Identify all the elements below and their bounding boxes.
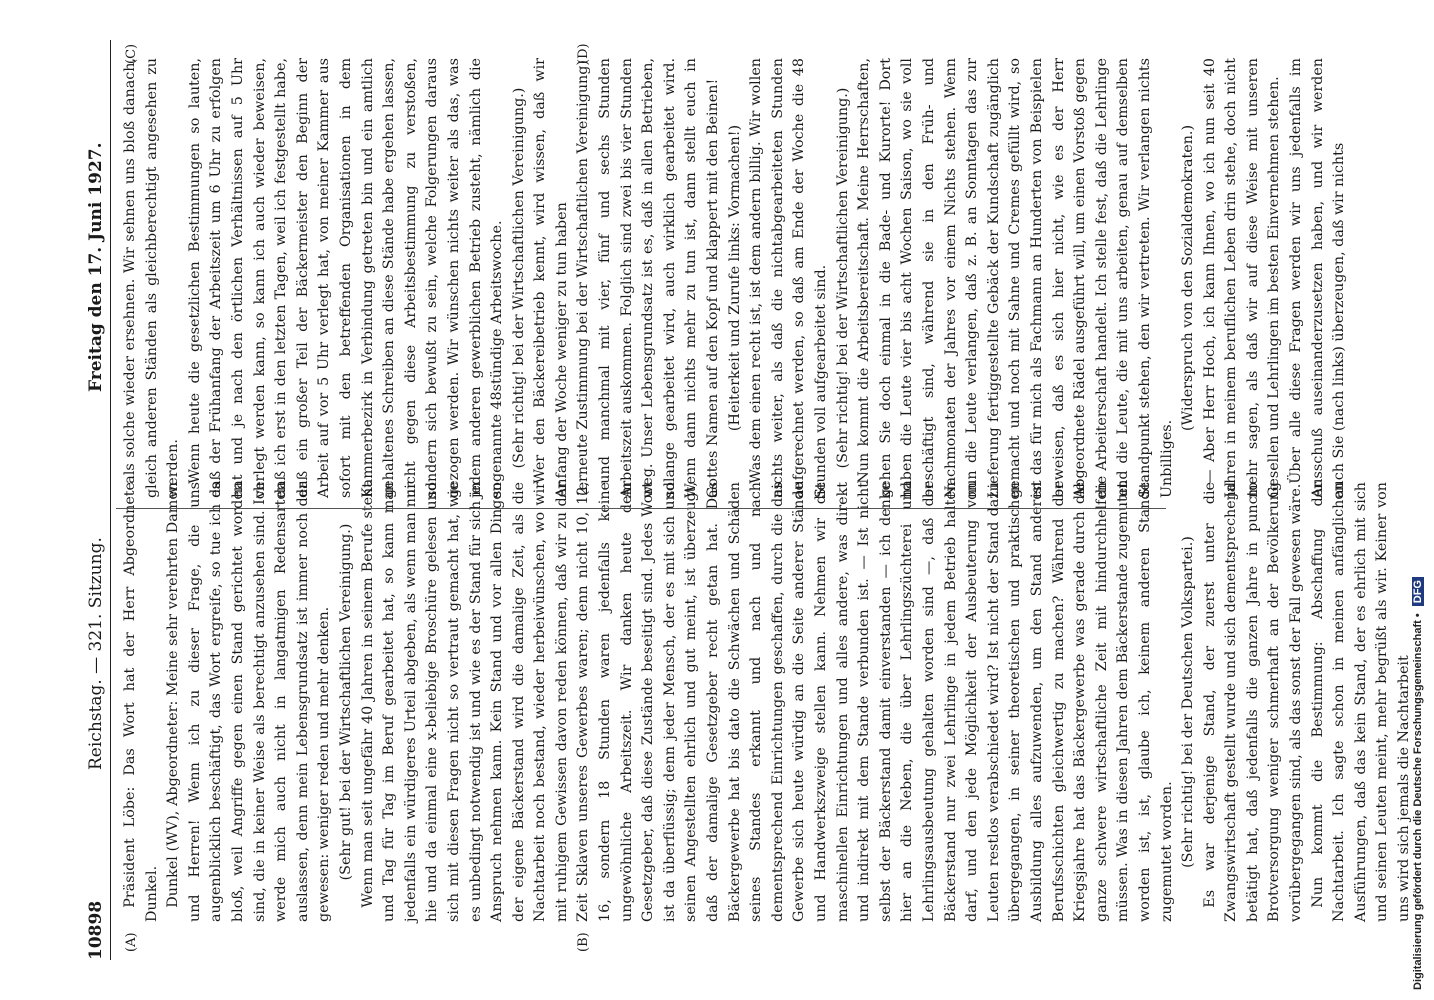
paragraph: als solche wieder ersehnen. Wir sehnen uns bloß danach, gleich anderen Ständen als gleichberechtigt angesehen zu werden. xyxy=(122,58,182,498)
session-title: Reichstag. — 321. Sitzung. xyxy=(86,537,106,770)
interjection: (Sehr gut! bei der Wirtschaftlichen Vereinigung.) xyxy=(337,523,354,881)
interjection: (Widerspruch von den Sozialdemokraten.) xyxy=(1180,124,1197,432)
paragraph: und manchmal mit vier, fünf und sechs Stunden Arbeitszeit auskommen. Folglich sind zwei bis vier Stunden weg. Unser Lebensgrundsatz ist es, daß in allen Betrieben, solange gearbeitet wird, auch wirklich gearbeitet wird. Wenn dann nichts mehr zu tun ist, dann stellt euch in Gottes Namen auf den Kopf und klappert mit den Beinen! xyxy=(597,58,722,498)
right-column xyxy=(120,58,1348,498)
paragraph: Nun kommt die Bestimmung: Abschaffung der Nachtarbeit. Ich sagte schon in meinen anfänglichen Ausführungen, daß das kein Stand, der es ehrlich mit sich und seinen Leuten meint, mehr begrüßt als wir. Keiner von uns wird sich jemals die Nachtarbeit xyxy=(1309,482,1413,922)
paragraph: Nun kommt die Arbeitsbereitschaft. Meine Herrschaften, gehen Sie doch einmal in die Bade- und Kurorte! Dort haben die Leute vier bis acht Wochen Saison, wo sie voll beschäftigt sind, während sie in den Früh- und Nachmonaten der Jahres vor einem Nichts stehen. Wenn nun die Leute verlangen, daß z. B. an Sonntagen das zur Lieferung fertiggestellte Gebäck der Kundschaft zugänglich gemacht und noch mit Sahne und Cremes gefüllt wird, so ist das für mich als Fachmann an Hunderten von Beispielen beweisen, daß es sich hier nicht, wie es der Herr Abgeordnete Rädel ausgeführt will, um einen Vorstoß gegen die Arbeiterschaft handelt. Ich stelle fest, daß die Lehrlinge und die Leute, die mit uns arbeiten, genau auf demselben Standpunkt stehen, den wir vertreten. Wir verlangen nichts Unbilliges. xyxy=(856,58,1175,498)
left-column xyxy=(120,482,1413,922)
funding-text: Digitalisierung gefördert durch die Deutsche Forschungsgemeinschaft • xyxy=(1412,613,1424,990)
paragraph: Wer den Bäckereibetrieb kennt, wird wissen, daß wir Anfang der Woche weniger zu tun haben xyxy=(532,58,570,498)
paragraph: Über alle diese Fragen werden wir uns jedenfalls im Ausschuß auseinanderzusetzen haben, und wir werden auch Sie (nach links) überzeugen, daß wir nichts xyxy=(1288,58,1348,498)
digitization-note xyxy=(1412,10,1430,990)
header-rule xyxy=(110,40,111,960)
interjection: (erneute Zustimmung bei der Wirtschaftlichen Vereinigung) xyxy=(575,60,592,496)
margin-marker-d: (D) xyxy=(576,43,591,64)
session-date: Freitag den 17. Juni 1927. xyxy=(86,142,106,392)
interjection: (Sehr richtig! bei der Wirtschaftlichen Vereinigung.) xyxy=(510,87,527,469)
paragraph: Wenn heute die gesetzlichen Bestimmungen so lauten, daß der Frühanfang der Arbeitszeit um 6 Uhr zu erfolgen hat und je nach den örtlichen Verhältnissen auf 5 Uhr verlegt werden kann, so kann ich auch wieder beweisen, daß ich erst in den letzten Tagen, weil ich festgestellt habe, daß ein großer Teil der Bäckermeister den Beginn der Arbeit auf vor 5 Uhr verlegt hat, von meiner Kammer aus sofort mit den betreffenden Organisationen in dem Kammerbezirk in Verbindung getreten bin und ein amtlich gehaltenes Schreiben an diese Stände habe ergehen lassen, nicht gegen diese Arbeitsbestimmung zu verstoßen, sondern sich bewußt zu sein, welche Folgerungen daraus gezogen werden. Wir wünschen nichts weiter als das, was jedem anderen gewerblichen Betrieb zusteht, nämlich die sogenannte 48stündige Arbeitswoche. xyxy=(186,58,506,498)
paragraph: Dunkel (WV), Abgeordneter: Meine sehr verehrten Damen und Herren! Wenn ich zu dieser Frage, die uns augenblicklich beschäftigt, das Wort ergreife, so tue ich es bloß, weil Angriffe gegen einen Stand gerichtet worden sind, die in keiner Weise als berechtigt anzusehen sind. Ich werde mich auch nicht in langatmigen Redensarten auslassen, denn mein Lebensgrundsatz ist immer noch der gewesen: weniger reden und mehr denken. xyxy=(165,482,333,922)
dfg-logo: DFG xyxy=(1412,577,1424,606)
paragraph: Was dem einen recht ist, ist dem andern billig. Wir wollen nichts weiter, als daß die nichtabgearbeiteten Stunden aufgerechnet werden, so daß am Ende der Woche die 48 Stunden voll aufgearbeitet sind. xyxy=(748,58,829,498)
page-header xyxy=(82,40,112,960)
margin-marker-c: (C) xyxy=(124,43,139,64)
interjection: (Heiterkeit und Zurufe links: Vormachen!) xyxy=(726,124,743,432)
page-number: 10898 xyxy=(86,900,106,960)
paragraph: — Aber Herr Hoch, ich kann Ihnen, wo ich nun seit 40 Jahren in meinem beruflichen Leben drin stehe, doch nicht mehr sagen, als daß wir auf diese Weise mit unseren Gesellen und Lehrlingen im besten Einvernehmen stehen. xyxy=(1201,58,1283,498)
paragraph: Es war derjenige Stand, der zuerst unter die Zwangswirtschaft gestellt wurde und sich dementsprechend betätigt hat, daß jedenfalls die ganzen Jahre in puncto Brotversorgung weniger schmerhaft an der Bevölkerung vorübergegangen sind, als das sonst der Fall gewesen wäre. xyxy=(1201,482,1305,922)
column-divider xyxy=(116,508,1166,509)
paragraph: Präsident Löbe: Das Wort hat der Herr Abgeordnete Dunkel. xyxy=(122,482,160,922)
margin-marker-a: (A) xyxy=(124,932,139,952)
paragraph: Wenn man seit ungefähr 40 Jahren in seinem Berufe steht und Tag für Tag im Beruf gearbeitet hat, so kann man jedenfalls ein würdigeres Urteil abgeben, als wenn man nur hie und da einmal eine x-beliebige Broschüre gelesen und sich mit diesen Fragen nicht so vertraut gemacht hat, wie es unbedingt notwendig ist und wie es der Stand für sich in Anspruch nehmen kann. Kein Stand und vor allen Dingen der eigene Bäckerstand wird die damalige Zeit, als die Nachtarbeit noch bestand, wieder herbeiwünschen, wo wir mit ruhigem Gewissen davon reden können, daß wir zu der Zeit Sklaven unseres Gewerbes waren; denn nicht 10, 12, 16, sondern 18 Stunden waren jedenfalls keine ungewöhnliche Arbeitszeit. Wir danken heute dem Gesetzgeber, daß diese Zustände beseitigt sind. Jedes Wort ist da überflüssig; denn jeder Mensch, der es mit sich und seinen Angestellten ehrlich und gut meint, ist überzeugt, daß der damalige Gesetzgeber recht getan hat. Das Bäckergewerbe hat bis dato die Schwächen und Schäden seines Standes erkannt und nach und nach dementsprechend Einrichtungen geschaffen, durch die das Gewerbe sich heute würdig an die Seite anderer Stände und Handwerkszweige stellen kann. Nehmen wir die maschinellen Einrichtungen und alles andere, was direkt und indirekt mit dem Stande verbunden ist. — Ist nicht selbst der Bäckerstand damit einverstanden — ich denke hier an die Neben, die über Lehrlingszüchterei und Lehrlingsausbeutung gehalten worden sind —, daß der Bäckerstand nur zwei Lehrlinge in jedem Betrieb halten darf, und den jede Möglichkeit der Ausbeuterung von Leuten restlos verabschiedet wird? Ist nicht der Stand dazu übergegangen, in seiner theoretischen und praktischen Ausbildung alles aufzuwenden, um den Stand anderen Berufsschichten gleichwertig zu machen? Während der Kriegsjahre hat das Bäckergewerbe was gerade durch die ganze schwere wirtschaftliche Zeit mit hindurchhelfen müssen. Was in diesen Jahren dem Bäckerstande zugemutet worden ist, ist, glaube ich, keinem anderen Stande zugemutet worden. xyxy=(359,482,1175,922)
interjection: (Sehr richtig! bei der Deutschen Volkspartei.) xyxy=(1180,536,1197,868)
interjection: (Sehr richtig! bei der Wirtschaftlichen Vereinigung.) xyxy=(834,87,851,469)
margin-marker-b: (B) xyxy=(576,932,591,952)
